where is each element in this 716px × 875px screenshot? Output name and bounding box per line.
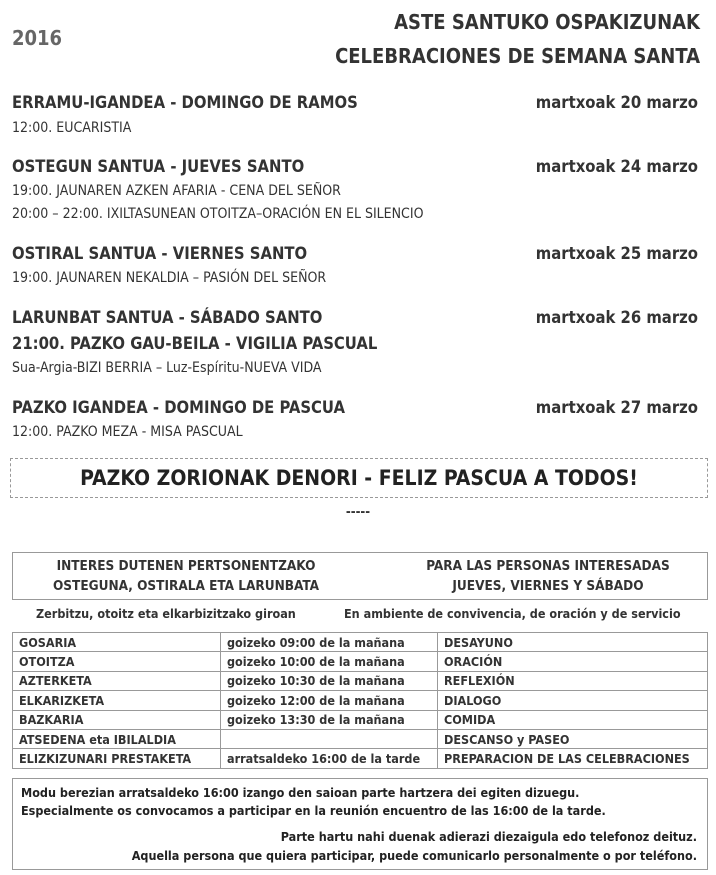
notes-box: [12, 778, 708, 870]
info-right-line1: PARA LAS PERSONAS INTERESADAS: [426, 558, 670, 574]
table-row: [13, 749, 708, 768]
event-highlight-line: 21:00. PAZKO GAU-BEILA - VIGILIA PASCUAL: [12, 334, 378, 353]
note-line-basque-1: Modu berezian arratsaldeko 16:00 izango den saioan parte hartzera dei egiten dizuegu.: [21, 785, 580, 800]
schedule-activity-eu: GOSARIA: [13, 633, 221, 652]
schedule-activity-eu: AZTERKETA: [13, 671, 221, 690]
note-line-spanish-1: Especialmente os convocamos a participar en la reunión encuentro de las 16:00 de la tarde.: [21, 803, 606, 818]
event-date-sabado: martxoak 26 marzo: [535, 308, 698, 327]
schedule-activity-es: DIALOGO: [438, 691, 708, 710]
event-name-pascua: PAZKO IGANDEA - DOMINGO DE PASCUA: [12, 398, 345, 417]
event-date-ramos: martxoak 20 marzo: [535, 93, 698, 112]
schedule-activity-es: DESAYUNO: [438, 633, 708, 652]
note-line-basque-2: Parte hartu nahi duenak adierazi diezaigula edo telefonoz deituz.: [280, 829, 697, 844]
event-line: 20:00 – 22:00. IXILTASUNEAN OTOITZA–ORACIÓN EN EL SILENCIO: [12, 206, 424, 222]
info-left-line1: INTERES DUTENEN PERTSONENTZAKO: [56, 558, 316, 574]
separator: -----: [345, 505, 371, 520]
schedule-activity-es: COMIDA: [438, 710, 708, 729]
event-line: 12:00. EUCARISTIA: [12, 120, 132, 136]
schedule-activity-es: REFLEXIÓN: [438, 671, 708, 690]
schedule-time: goizeko 13:30 de la mañana: [221, 710, 438, 729]
schedule-activity-eu: ATSEDENA eta IBILALDIA: [13, 729, 221, 748]
table-row: [13, 633, 708, 652]
schedule-time: arratsaldeko 16:00 de la tarde: [221, 749, 438, 768]
info-right-line2: JUEVES, VIERNES Y SÁBADO: [452, 578, 644, 594]
schedule-activity-eu: OTOITZA: [13, 652, 221, 671]
year-label: 2016: [12, 26, 63, 50]
schedule-activity-es: DESCANSO y PASEO: [438, 729, 708, 748]
schedule-table: [12, 632, 708, 769]
note-line-spanish-2: Aquella persona que quiera participar, puede comunicarlo personalmente o por teléfono.: [131, 848, 697, 863]
table-row: [13, 652, 708, 671]
table-row: [13, 691, 708, 710]
schedule-activity-es: PREPARACION DE LAS CELEBRACIONES: [438, 749, 708, 768]
info-subtitle-basque: Zerbitzu, otoitz eta elkarbizitzako giroan: [36, 606, 296, 621]
schedule-activity-es: ORACIÓN: [438, 652, 708, 671]
greeting-banner: PAZKO ZORIONAK DENORI - FELIZ PASCUA A TODOS!: [10, 458, 708, 498]
event-date-pascua: martxoak 27 marzo: [535, 398, 698, 417]
table-row: [13, 710, 708, 729]
event-line: Sua-Argia-BIZI BERRIA – Luz-Espíritu-NUEVA VIDA: [12, 360, 322, 376]
table-row: [13, 729, 708, 748]
event-name-viernes: OSTIRAL SANTUA - VIERNES SANTO: [12, 244, 308, 263]
title-basque: ASTE SANTUKO OSPAKIZUNAK: [394, 10, 700, 34]
schedule-time: goizeko 10:30 de la mañana: [221, 671, 438, 690]
event-name-sabado: LARUNBAT SANTUA - SÁBADO SANTO: [12, 308, 323, 327]
schedule-activity-eu: BAZKARIA: [13, 710, 221, 729]
event-name-jueves: OSTEGUN SANTUA - JUEVES SANTO: [12, 157, 305, 176]
schedule-time: [221, 729, 438, 748]
title-spanish: CELEBRACIONES DE SEMANA SANTA: [335, 44, 700, 68]
info-header-box: [12, 552, 708, 600]
info-subtitle-spanish: En ambiente de convivencia, de oración y de servicio: [344, 606, 681, 621]
event-name-ramos: ERRAMU-IGANDEA - DOMINGO DE RAMOS: [12, 93, 358, 112]
event-line: 19:00. JAUNAREN NEKALDIA – PASIÓN DEL SEÑOR: [12, 270, 327, 286]
event-line: 12:00. PAZKO MEZA - MISA PASCUAL: [12, 424, 243, 440]
schedule-activity-eu: ELIZKIZUNARI PRESTAKETA: [13, 749, 221, 768]
schedule-time: goizeko 12:00 de la mañana: [221, 691, 438, 710]
info-header-left: [31, 556, 341, 596]
info-header-right: [403, 556, 693, 596]
event-date-jueves: martxoak 24 marzo: [535, 157, 698, 176]
schedule-time: goizeko 10:00 de la mañana: [221, 652, 438, 671]
table-row: [13, 671, 708, 690]
event-date-viernes: martxoak 25 marzo: [535, 244, 698, 263]
schedule-activity-eu: ELKARIZKETA: [13, 691, 221, 710]
info-left-line2: OSTEGUNA, OSTIRALA ETA LARUNBATA: [52, 578, 320, 594]
schedule-time: goizeko 09:00 de la mañana: [221, 633, 438, 652]
event-line: 19:00. JAUNAREN AZKEN AFARIA - CENA DEL SEÑOR: [12, 183, 341, 199]
